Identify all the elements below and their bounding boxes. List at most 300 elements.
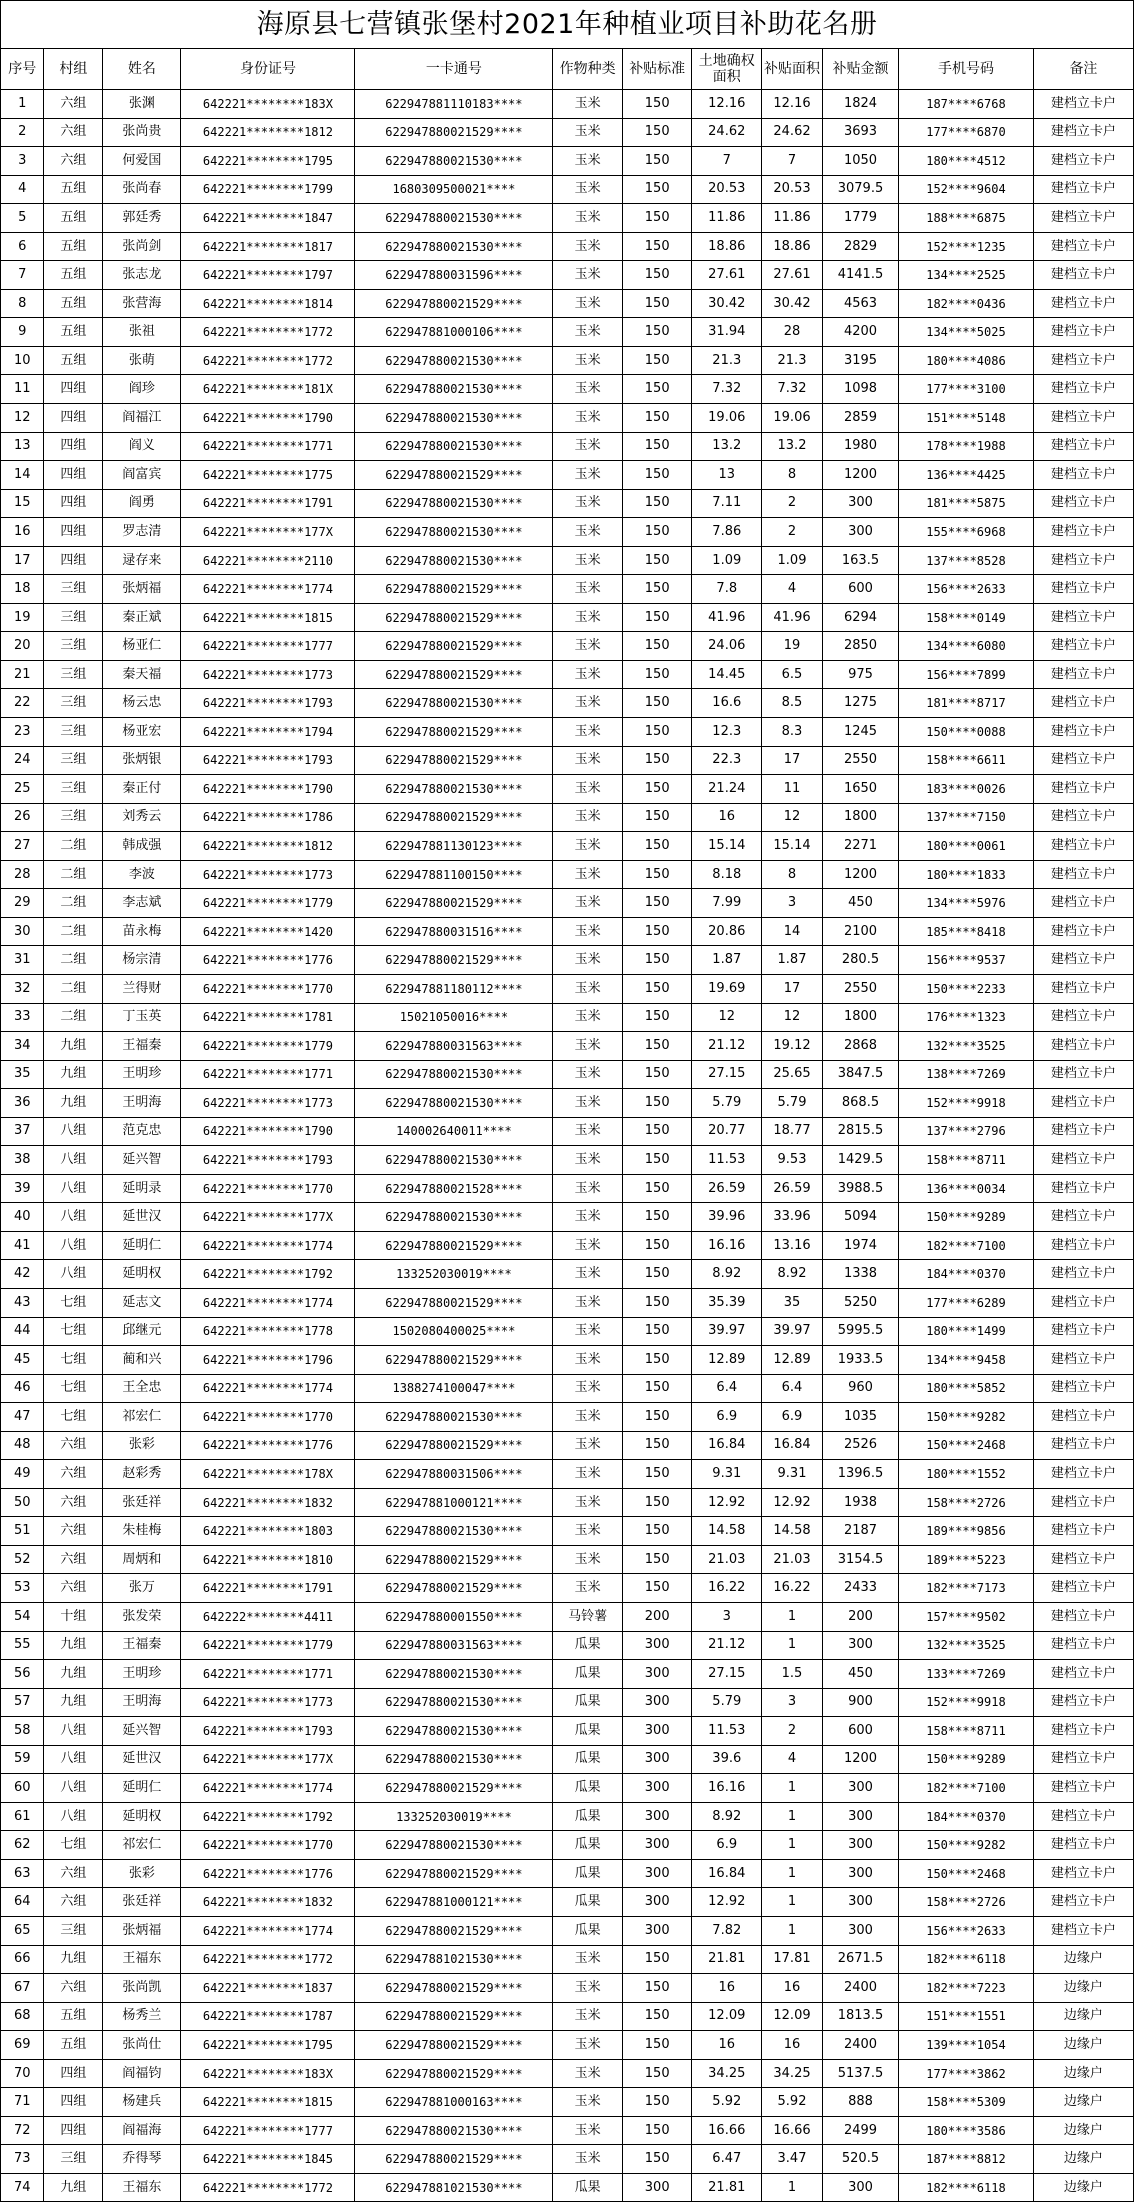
cell-subsidy-area: 4 <box>762 575 823 604</box>
cell-phone: 151****5148 <box>899 404 1034 433</box>
table-row <box>1 1032 1134 1061</box>
col-header-amount: 补贴金额 <box>822 49 898 90</box>
cell-remark: 建档立卡户 <box>1033 1802 1133 1831</box>
cell-subsidy-area: 1 <box>762 1831 823 1860</box>
cell-group: 七组 <box>44 1288 103 1317</box>
cell-card-number: 622947880021530**** <box>355 1089 553 1118</box>
cell-crop: 玉米 <box>553 1403 623 1432</box>
cell-index: 10 <box>1 346 44 375</box>
cell-card-number: 622947880021530**** <box>355 2116 553 2145</box>
cell-amount: 1933.5 <box>822 1346 898 1375</box>
cell-id-number: 642221********1810 <box>181 1545 355 1574</box>
table-row <box>1 2059 1134 2088</box>
cell-index: 64 <box>1 1888 44 1917</box>
cell-group: 五组 <box>44 232 103 261</box>
cell-remark: 建档立卡户 <box>1033 1060 1133 1089</box>
cell-land-area: 39.96 <box>692 1203 762 1232</box>
cell-id-number: 642221********1812 <box>181 118 355 147</box>
cell-group: 九组 <box>44 1660 103 1689</box>
cell-phone: 156****2633 <box>899 575 1034 604</box>
cell-group: 九组 <box>44 1688 103 1717</box>
table-row <box>1 232 1134 261</box>
cell-land-area: 7.8 <box>692 575 762 604</box>
cell-name: 王明珍 <box>103 1060 181 1089</box>
cell-subsidy-area: 17.81 <box>762 1945 823 1974</box>
cell-remark: 建档立卡户 <box>1033 546 1133 575</box>
cell-group: 七组 <box>44 1831 103 1860</box>
cell-group: 八组 <box>44 1146 103 1175</box>
cell-name: 秦正付 <box>103 775 181 804</box>
cell-id-number: 642221********1799 <box>181 175 355 204</box>
cell-rate: 150 <box>622 1231 692 1260</box>
cell-remark: 建档立卡户 <box>1033 1574 1133 1603</box>
cell-name: 韩成强 <box>103 832 181 861</box>
cell-phone: 152****1235 <box>899 232 1034 261</box>
cell-amount: 1650 <box>822 775 898 804</box>
cell-remark: 建档立卡户 <box>1033 1231 1133 1260</box>
cell-subsidy-area: 2 <box>762 518 823 547</box>
cell-group: 三组 <box>44 660 103 689</box>
cell-crop: 瓜果 <box>553 2173 623 2202</box>
cell-name: 范克忠 <box>103 1117 181 1146</box>
cell-land-area: 31.94 <box>692 318 762 347</box>
cell-amount: 163.5 <box>822 546 898 575</box>
cell-rate: 150 <box>622 718 692 747</box>
cell-subsidy-area: 19.06 <box>762 404 823 433</box>
cell-index: 19 <box>1 603 44 632</box>
cell-land-area: 9.31 <box>692 1460 762 1489</box>
col-header-name: 姓名 <box>103 49 181 90</box>
cell-name: 阎福江 <box>103 404 181 433</box>
cell-rate: 150 <box>622 318 692 347</box>
cell-crop: 玉米 <box>553 1174 623 1203</box>
cell-group: 六组 <box>44 1574 103 1603</box>
cell-id-number: 642221********1775 <box>181 461 355 490</box>
cell-card-number: 622947880021530**** <box>355 1688 553 1717</box>
cell-remark: 建档立卡户 <box>1033 1688 1133 1717</box>
cell-remark: 建档立卡户 <box>1033 832 1133 861</box>
cell-index: 14 <box>1 461 44 490</box>
table-row <box>1 718 1134 747</box>
cell-card-number: 622947881000106**** <box>355 318 553 347</box>
cell-group: 四组 <box>44 375 103 404</box>
cell-group: 二组 <box>44 946 103 975</box>
table-row <box>1 1346 1134 1375</box>
cell-crop: 玉米 <box>553 1231 623 1260</box>
cell-remark: 建档立卡户 <box>1033 1859 1133 1888</box>
cell-rate: 150 <box>622 603 692 632</box>
cell-rate: 150 <box>622 2088 692 2117</box>
table-row <box>1 432 1134 461</box>
cell-card-number: 622947880021530**** <box>355 1745 553 1774</box>
cell-crop: 玉米 <box>553 718 623 747</box>
cell-amount: 1245 <box>822 718 898 747</box>
cell-amount: 6294 <box>822 603 898 632</box>
cell-group: 九组 <box>44 2173 103 2202</box>
cell-subsidy-area: 1 <box>762 1917 823 1946</box>
cell-name: 延世汉 <box>103 1203 181 1232</box>
cell-land-area: 14.45 <box>692 660 762 689</box>
cell-land-area: 21.12 <box>692 1631 762 1660</box>
table-row <box>1 1174 1134 1203</box>
cell-land-area: 16 <box>692 1974 762 2003</box>
cell-land-area: 12.3 <box>692 718 762 747</box>
table-row <box>1 1146 1134 1175</box>
cell-group: 六组 <box>44 1974 103 2003</box>
table-row <box>1 1317 1134 1346</box>
cell-name: 张炳银 <box>103 746 181 775</box>
cell-index: 37 <box>1 1117 44 1146</box>
cell-land-area: 16 <box>692 803 762 832</box>
cell-rate: 150 <box>622 546 692 575</box>
cell-rate: 300 <box>622 1774 692 1803</box>
cell-subsidy-area: 1.87 <box>762 946 823 975</box>
cell-subsidy-area: 1 <box>762 1888 823 1917</box>
col-header-phone: 手机号码 <box>899 49 1034 90</box>
cell-rate: 150 <box>622 2116 692 2145</box>
cell-id-number: 642221********1770 <box>181 974 355 1003</box>
cell-subsidy-area: 14.58 <box>762 1517 823 1546</box>
cell-name: 延明权 <box>103 1802 181 1831</box>
cell-group: 二组 <box>44 860 103 889</box>
cell-name: 王福东 <box>103 1945 181 1974</box>
cell-remark: 建档立卡户 <box>1033 1717 1133 1746</box>
cell-land-area: 35.39 <box>692 1288 762 1317</box>
cell-name: 延明仁 <box>103 1231 181 1260</box>
cell-id-number: 642221********178X <box>181 1460 355 1489</box>
cell-phone: 137****7150 <box>899 803 1034 832</box>
cell-remark: 建档立卡户 <box>1033 90 1133 119</box>
cell-rate: 150 <box>622 1346 692 1375</box>
cell-id-number: 642221********1772 <box>181 1945 355 1974</box>
cell-id-number: 642221********1773 <box>181 860 355 889</box>
cell-crop: 玉米 <box>553 2031 623 2060</box>
cell-id-number: 642221********1796 <box>181 1346 355 1375</box>
cell-amount: 2550 <box>822 974 898 1003</box>
cell-crop: 玉米 <box>553 232 623 261</box>
cell-id-number: 642221********1794 <box>181 718 355 747</box>
cell-amount: 1050 <box>822 147 898 176</box>
cell-rate: 150 <box>622 1003 692 1032</box>
cell-land-area: 21.12 <box>692 1032 762 1061</box>
cell-crop: 玉米 <box>553 2116 623 2145</box>
cell-index: 8 <box>1 289 44 318</box>
cell-index: 22 <box>1 689 44 718</box>
cell-amount: 5094 <box>822 1203 898 1232</box>
cell-id-number: 642221********1774 <box>181 1774 355 1803</box>
table-row <box>1 1774 1134 1803</box>
cell-index: 53 <box>1 1574 44 1603</box>
cell-land-area: 20.53 <box>692 175 762 204</box>
cell-phone: 134****5025 <box>899 318 1034 347</box>
cell-name: 张萌 <box>103 346 181 375</box>
cell-land-area: 16.16 <box>692 1231 762 1260</box>
cell-land-area: 12 <box>692 1003 762 1032</box>
cell-phone: 150****0088 <box>899 718 1034 747</box>
cell-rate: 300 <box>622 1831 692 1860</box>
cell-group: 四组 <box>44 518 103 547</box>
cell-remark: 建档立卡户 <box>1033 1374 1133 1403</box>
cell-index: 6 <box>1 232 44 261</box>
cell-card-number: 622947880021529**** <box>355 1346 553 1375</box>
cell-remark: 边缘户 <box>1033 1974 1133 2003</box>
cell-rate: 150 <box>622 2002 692 2031</box>
cell-card-number: 622947880021530**** <box>355 1146 553 1175</box>
table-row <box>1 1631 1134 1660</box>
cell-amount: 1396.5 <box>822 1460 898 1489</box>
cell-subsidy-area: 7 <box>762 147 823 176</box>
cell-crop: 玉米 <box>553 1203 623 1232</box>
cell-id-number: 642221********1790 <box>181 404 355 433</box>
cell-group: 三组 <box>44 2145 103 2174</box>
cell-land-area: 1.09 <box>692 546 762 575</box>
cell-remark: 边缘户 <box>1033 2031 1133 2060</box>
cell-card-number: 622947880021528**** <box>355 1174 553 1203</box>
col-header-rate: 补贴标准 <box>622 49 692 90</box>
table-row <box>1 1488 1134 1517</box>
cell-index: 55 <box>1 1631 44 1660</box>
cell-phone: 182****0436 <box>899 289 1034 318</box>
cell-remark: 建档立卡户 <box>1033 575 1133 604</box>
cell-remark: 建档立卡户 <box>1033 1317 1133 1346</box>
cell-group: 四组 <box>44 432 103 461</box>
cell-id-number: 642221********183X <box>181 90 355 119</box>
cell-crop: 玉米 <box>553 1460 623 1489</box>
cell-id-number: 642221********177X <box>181 1203 355 1232</box>
cell-id-number: 642221********1795 <box>181 2031 355 2060</box>
cell-id-number: 642221********1793 <box>181 689 355 718</box>
cell-phone: 152****9604 <box>899 175 1034 204</box>
cell-remark: 建档立卡户 <box>1033 917 1133 946</box>
cell-subsidy-area: 2 <box>762 489 823 518</box>
cell-phone: 158****6611 <box>899 746 1034 775</box>
cell-crop: 玉米 <box>553 889 623 918</box>
cell-crop: 瓜果 <box>553 1831 623 1860</box>
cell-index: 48 <box>1 1431 44 1460</box>
cell-name: 张渊 <box>103 90 181 119</box>
cell-group: 八组 <box>44 1802 103 1831</box>
cell-amount: 888 <box>822 2088 898 2117</box>
cell-name: 张尚凯 <box>103 1974 181 2003</box>
cell-card-number: 622947881100150**** <box>355 860 553 889</box>
cell-land-area: 7.82 <box>692 1917 762 1946</box>
cell-subsidy-area: 25.65 <box>762 1060 823 1089</box>
cell-subsidy-area: 3.47 <box>762 2145 823 2174</box>
cell-rate: 150 <box>622 175 692 204</box>
cell-card-number: 622947880021530**** <box>355 375 553 404</box>
cell-name: 祁宏仁 <box>103 1403 181 1432</box>
cell-card-number: 622947880021529**** <box>355 2031 553 2060</box>
cell-phone: 181****8717 <box>899 689 1034 718</box>
cell-card-number: 622947880021530**** <box>355 204 553 233</box>
cell-id-number: 642221********1779 <box>181 1631 355 1660</box>
cell-subsidy-area: 17 <box>762 746 823 775</box>
cell-land-area: 24.06 <box>692 632 762 661</box>
cell-land-area: 1.87 <box>692 946 762 975</box>
cell-amount: 1800 <box>822 803 898 832</box>
cell-remark: 建档立卡户 <box>1033 232 1133 261</box>
cell-card-number: 622947880021530**** <box>355 1660 553 1689</box>
cell-crop: 玉米 <box>553 1346 623 1375</box>
cell-subsidy-area: 1 <box>762 1631 823 1660</box>
cell-name: 王明海 <box>103 1089 181 1118</box>
cell-phone: 150****9289 <box>899 1203 1034 1232</box>
cell-amount: 300 <box>822 489 898 518</box>
header-row <box>1 49 1134 90</box>
cell-amount: 1824 <box>822 90 898 119</box>
cell-subsidy-area: 24.62 <box>762 118 823 147</box>
cell-id-number: 642221********1793 <box>181 1146 355 1175</box>
table-row <box>1 518 1134 547</box>
cell-index: 24 <box>1 746 44 775</box>
cell-name: 丁玉英 <box>103 1003 181 1032</box>
cell-crop: 瓜果 <box>553 1774 623 1803</box>
cell-amount: 1813.5 <box>822 2002 898 2031</box>
cell-phone: 183****0026 <box>899 775 1034 804</box>
cell-index: 17 <box>1 546 44 575</box>
cell-amount: 2433 <box>822 1574 898 1603</box>
cell-name: 阎勇 <box>103 489 181 518</box>
cell-index: 61 <box>1 1802 44 1831</box>
cell-phone: 188****6875 <box>899 204 1034 233</box>
cell-amount: 300 <box>822 1917 898 1946</box>
table-row <box>1 1917 1134 1946</box>
table-row <box>1 1203 1134 1232</box>
cell-amount: 2499 <box>822 2116 898 2145</box>
cell-card-number: 622947880021530**** <box>355 1517 553 1546</box>
cell-amount: 200 <box>822 1602 898 1631</box>
cell-land-area: 5.79 <box>692 1688 762 1717</box>
cell-subsidy-area: 1 <box>762 1602 823 1631</box>
cell-phone: 180****3586 <box>899 2116 1034 2145</box>
cell-index: 36 <box>1 1089 44 1118</box>
cell-amount: 5250 <box>822 1288 898 1317</box>
cell-index: 63 <box>1 1859 44 1888</box>
cell-name: 张彩 <box>103 1431 181 1460</box>
cell-name: 张万 <box>103 1574 181 1603</box>
cell-phone: 134****2525 <box>899 261 1034 290</box>
cell-rate: 300 <box>622 2173 692 2202</box>
cell-remark: 建档立卡户 <box>1033 404 1133 433</box>
cell-phone: 132****3525 <box>899 1032 1034 1061</box>
cell-group: 八组 <box>44 1203 103 1232</box>
cell-remark: 建档立卡户 <box>1033 261 1133 290</box>
cell-phone: 180****5852 <box>899 1374 1034 1403</box>
cell-amount: 1338 <box>822 1260 898 1289</box>
cell-crop: 玉米 <box>553 2059 623 2088</box>
cell-rate: 150 <box>622 432 692 461</box>
cell-rate: 150 <box>622 232 692 261</box>
cell-index: 72 <box>1 2116 44 2145</box>
cell-crop: 玉米 <box>553 1003 623 1032</box>
cell-rate: 150 <box>622 974 692 1003</box>
cell-id-number: 642221********1772 <box>181 346 355 375</box>
cell-crop: 玉米 <box>553 318 623 347</box>
cell-land-area: 13 <box>692 461 762 490</box>
cell-name: 赵彩秀 <box>103 1460 181 1489</box>
cell-subsidy-area: 8 <box>762 860 823 889</box>
table-row <box>1 860 1134 889</box>
cell-subsidy-area: 12.92 <box>762 1488 823 1517</box>
cell-name: 秦天福 <box>103 660 181 689</box>
cell-card-number: 622947880021529**** <box>355 1774 553 1803</box>
cell-id-number: 642221********1790 <box>181 1117 355 1146</box>
cell-remark: 建档立卡户 <box>1033 1117 1133 1146</box>
cell-index: 56 <box>1 1660 44 1689</box>
cell-land-area: 7.11 <box>692 489 762 518</box>
cell-rate: 150 <box>622 346 692 375</box>
cell-subsidy-area: 13.16 <box>762 1231 823 1260</box>
cell-amount: 1098 <box>822 375 898 404</box>
cell-subsidy-area: 8.92 <box>762 1260 823 1289</box>
cell-remark: 建档立卡户 <box>1033 1602 1133 1631</box>
cell-group: 二组 <box>44 917 103 946</box>
cell-remark: 建档立卡户 <box>1033 1003 1133 1032</box>
cell-subsidy-area: 35 <box>762 1288 823 1317</box>
cell-group: 七组 <box>44 1346 103 1375</box>
cell-crop: 玉米 <box>553 461 623 490</box>
table-row <box>1 889 1134 918</box>
cell-group: 九组 <box>44 1631 103 1660</box>
cell-id-number: 642221********1770 <box>181 1174 355 1203</box>
cell-id-number: 642221********1795 <box>181 147 355 176</box>
cell-crop: 玉米 <box>553 2088 623 2117</box>
cell-crop: 玉米 <box>553 575 623 604</box>
cell-crop: 玉米 <box>553 1060 623 1089</box>
cell-index: 44 <box>1 1317 44 1346</box>
cell-subsidy-area: 5.79 <box>762 1089 823 1118</box>
cell-remark: 建档立卡户 <box>1033 775 1133 804</box>
cell-phone: 158****8711 <box>899 1146 1034 1175</box>
cell-land-area: 6.4 <box>692 1374 762 1403</box>
cell-name: 罗志清 <box>103 518 181 547</box>
cell-id-number: 642221********1771 <box>181 1060 355 1089</box>
cell-card-number: 133252030019**** <box>355 1802 553 1831</box>
cell-land-area: 14.58 <box>692 1517 762 1546</box>
cell-index: 51 <box>1 1517 44 1546</box>
cell-land-area: 16.84 <box>692 1431 762 1460</box>
cell-phone: 150****9282 <box>899 1403 1034 1432</box>
cell-group: 六组 <box>44 90 103 119</box>
cell-amount: 600 <box>822 1717 898 1746</box>
cell-amount: 2671.5 <box>822 1945 898 1974</box>
cell-crop: 瓜果 <box>553 1688 623 1717</box>
cell-land-area: 12.09 <box>692 2002 762 2031</box>
cell-crop: 玉米 <box>553 432 623 461</box>
cell-crop: 玉米 <box>553 1545 623 1574</box>
cell-crop: 玉米 <box>553 1517 623 1546</box>
cell-rate: 150 <box>622 832 692 861</box>
cell-remark: 建档立卡户 <box>1033 204 1133 233</box>
cell-rate: 150 <box>622 1288 692 1317</box>
cell-card-number: 622947880031596**** <box>355 261 553 290</box>
cell-phone: 150****9289 <box>899 1745 1034 1774</box>
cell-rate: 150 <box>622 1545 692 1574</box>
table-row <box>1 1745 1134 1774</box>
cell-id-number: 642221********1845 <box>181 2145 355 2174</box>
cell-crop: 玉米 <box>553 1574 623 1603</box>
cell-name: 杨亚宏 <box>103 718 181 747</box>
cell-rate: 150 <box>622 1174 692 1203</box>
cell-phone: 150****2468 <box>899 1859 1034 1888</box>
cell-amount: 900 <box>822 1688 898 1717</box>
table-row <box>1 746 1134 775</box>
cell-name: 延世汉 <box>103 1745 181 1774</box>
cell-id-number: 642221********1791 <box>181 1574 355 1603</box>
cell-id-number: 642221********1770 <box>181 1831 355 1860</box>
cell-id-number: 642221********1774 <box>181 1374 355 1403</box>
cell-index: 58 <box>1 1717 44 1746</box>
